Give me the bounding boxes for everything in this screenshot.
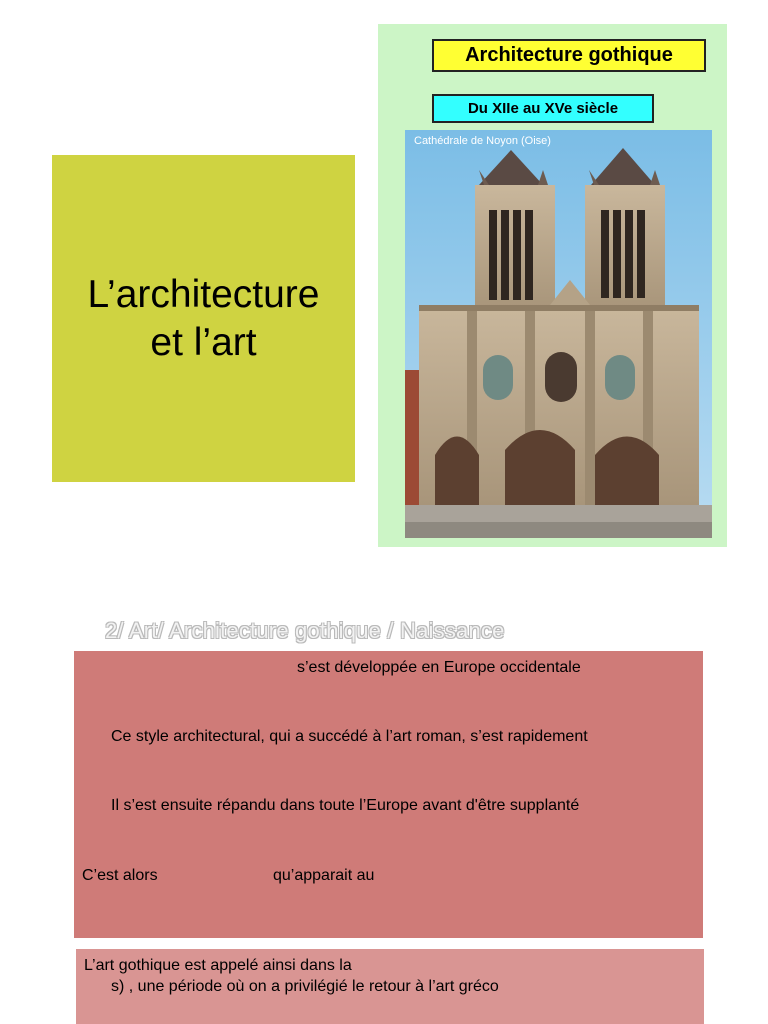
text-block (74, 651, 703, 938)
paragraph-line: C’est alors (82, 867, 158, 884)
paragraph-line: qu’apparait au (273, 867, 375, 884)
photo-caption: Cathédrale de Noyon (Oise) (414, 135, 551, 147)
section-heading: 2/ Art/ Architecture gothique / Naissance (105, 618, 505, 643)
cathedral-photo (405, 130, 712, 538)
note-line: s) , une période où on a privilégié le retour à l’art gréco (111, 978, 499, 995)
note-block (76, 949, 704, 1024)
paragraph-line: Il s’est ensuite répandu dans toute l’Europe avant d'être supplanté (111, 797, 580, 814)
poster-main-label: Architecture gothique (432, 39, 706, 72)
slide-title: L’architecture et l’art (87, 272, 320, 364)
poster-sub-label: Du XIIe au XVe siècle (432, 94, 654, 123)
paragraph-line: Ce style architectural, qui a succédé à l’art roman, s’est rapidement (111, 728, 588, 745)
paragraph-line: s’est développée en Europe occidentale (297, 659, 581, 676)
cathedral-illustration (405, 130, 712, 538)
note-line: L’art gothique est appelé ainsi dans la (84, 957, 352, 974)
title-box (52, 155, 355, 482)
gothic-poster (378, 24, 727, 547)
